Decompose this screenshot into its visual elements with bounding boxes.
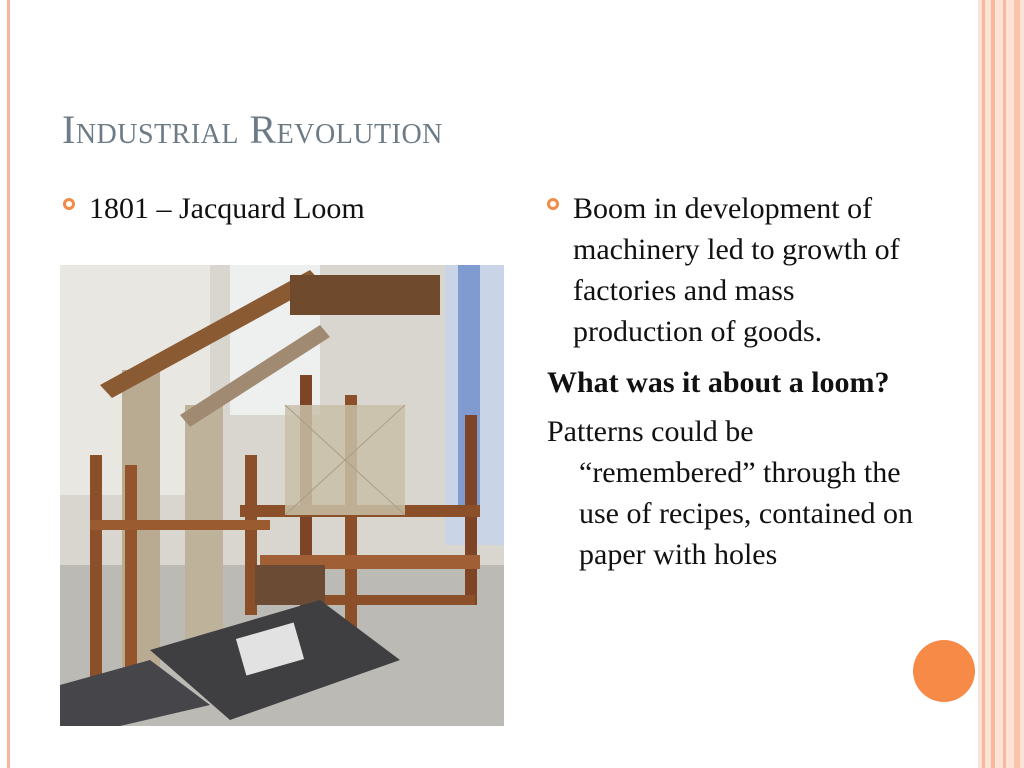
question-text: What was it about a loom?: [547, 366, 890, 399]
answer-text: Patterns could be “remembered” through the use of recipes, contained on paper with holes: [547, 415, 914, 571]
left-bullet-text: 1801 – Jacquard Loom: [89, 192, 365, 225]
right-bullet-text: Boom in development of machinery led to growth of factories and mass production of goods.: [573, 192, 900, 348]
left-bullet-item: [63, 188, 365, 229]
right-bullet-item: [547, 188, 927, 352]
accent-circle: [913, 640, 975, 702]
jacquard-loom-photo: [60, 265, 504, 726]
bullet-circle-icon: [63, 198, 75, 210]
left-border-stripe: [7, 0, 10, 768]
bullet-circle-icon: [547, 198, 559, 210]
slide-title: Industrial Revolution: [62, 107, 443, 152]
right-column: [547, 188, 927, 575]
right-decorative-bands: [978, 0, 1024, 768]
